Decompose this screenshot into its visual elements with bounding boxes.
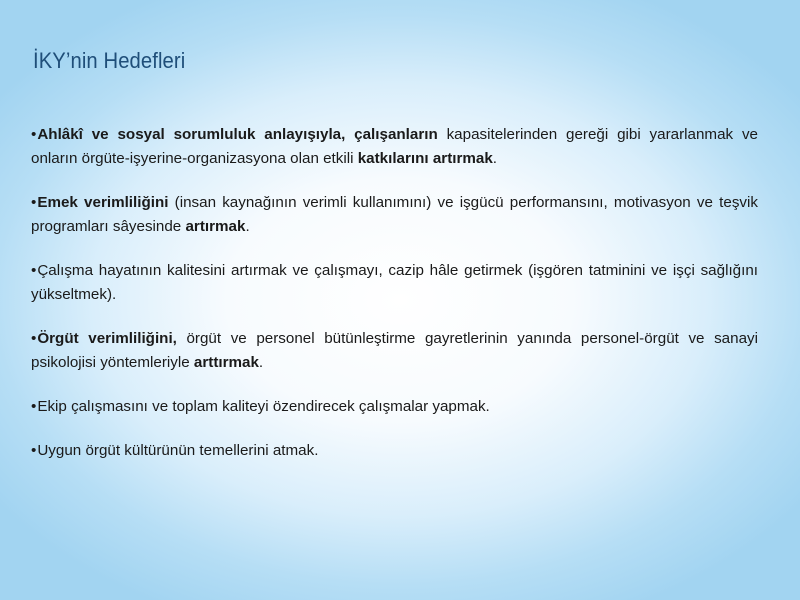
bullet-marker: •	[31, 126, 37, 143]
bullet-item	[31, 439, 758, 463]
bullet-text: Çalışma hayatının kalitesini artırmak ve çalışmayı, cazip hâle getirmek (işgören tatminini ve işçi sağlığını yükseltmek).	[31, 262, 758, 303]
bullet-bold-text: Örgüt verimliliğini,	[37, 330, 177, 347]
bullet-marker: •	[31, 442, 37, 459]
bullet-bold-text: Ahlâkî ve sosyal sorumluluk anlayışıyla, çalışanların	[37, 126, 438, 143]
bullet-bold-text: katkılarını artırmak	[357, 150, 493, 167]
bullet-marker: •	[31, 398, 37, 415]
bullet-text: Ekip çalışmasını ve toplam kaliteyi özendirecek çalışmalar yapmak.	[37, 398, 490, 415]
bullet-item	[31, 191, 758, 239]
bullet-text: (insan kaynağının verimli kullanımını) ve işgücü performansını, motivasyon ve teşvik programları sâyesinde	[31, 194, 758, 235]
bullet-text: .	[245, 218, 250, 235]
bullet-marker: •	[31, 262, 37, 279]
bullet-list	[31, 123, 758, 483]
bullet-text: .	[258, 354, 264, 371]
bullet-text: örgüt ve personel bütünleştirme gayretlerinin yanında personel-örgüt ve sanayi psikolojisi yöntemleriyle	[31, 330, 758, 371]
bullet-item	[31, 327, 758, 375]
bullet-item	[31, 259, 758, 307]
bullet-marker: •	[31, 194, 37, 211]
bullet-marker: •	[31, 330, 37, 347]
bullet-bold-text: Emek verimliliğini	[37, 194, 169, 211]
bullet-item	[31, 123, 758, 171]
bullet-text: .	[492, 150, 498, 167]
bullet-text: Uygun örgüt kültürünün temellerini atmak.	[37, 442, 319, 459]
bullet-bold-text: arttırmak	[193, 354, 259, 371]
bullet-text: kapasitelerinden gereği gibi yararlanmak ve onların örgüte-işyerine-organizasyona olan etkili	[31, 126, 758, 167]
bullet-bold-text: artırmak	[185, 218, 246, 235]
slide-title: İKY’nin Hedefleri	[33, 48, 186, 73]
bullet-item	[31, 395, 758, 419]
